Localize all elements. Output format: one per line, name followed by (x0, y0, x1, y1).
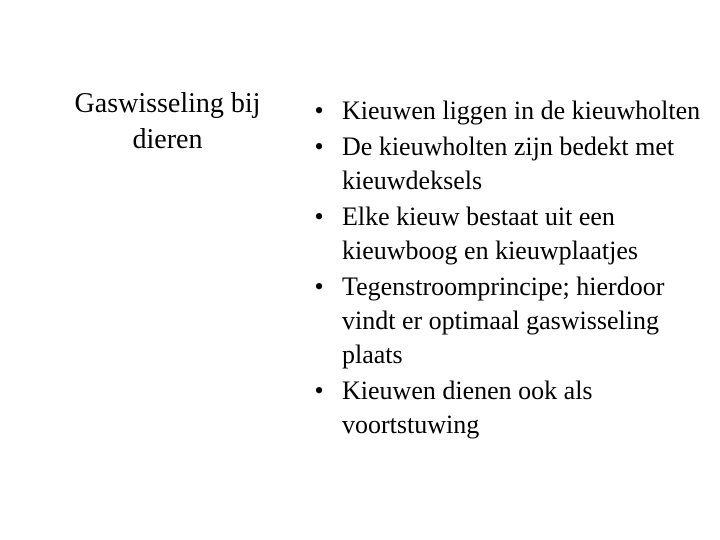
bullet-text: De kieuwholten zijn bedekt met kieuwdeksels (342, 132, 675, 195)
slide-title: Gaswisseling bij dieren (74, 88, 261, 155)
bullet-text: Kieuwen liggen in de kieuwholten (342, 96, 701, 125)
bullet-item (307, 374, 707, 442)
bullet-item (307, 130, 707, 198)
bullet-dot-icon: • (314, 132, 324, 161)
bullet-text: Elke kieuw bestaat uit een kieuwboog en kieuwplaatjes (342, 202, 639, 265)
bullet-dot-icon: • (314, 272, 324, 301)
bullet-text: Kieuwen dienen ook als voortstuwing (342, 376, 593, 439)
bullet-item (307, 200, 707, 268)
bullet-dot-icon: • (314, 202, 324, 231)
bullet-dot-icon: • (314, 376, 324, 405)
bullet-dot-icon: • (314, 96, 324, 125)
bullet-text: Tegenstroomprincipe; hierdoor vindt er optimaal gaswisseling plaats (342, 272, 665, 369)
bullet-item (307, 270, 707, 372)
bullet-item (307, 94, 707, 128)
bullet-list (307, 94, 707, 444)
